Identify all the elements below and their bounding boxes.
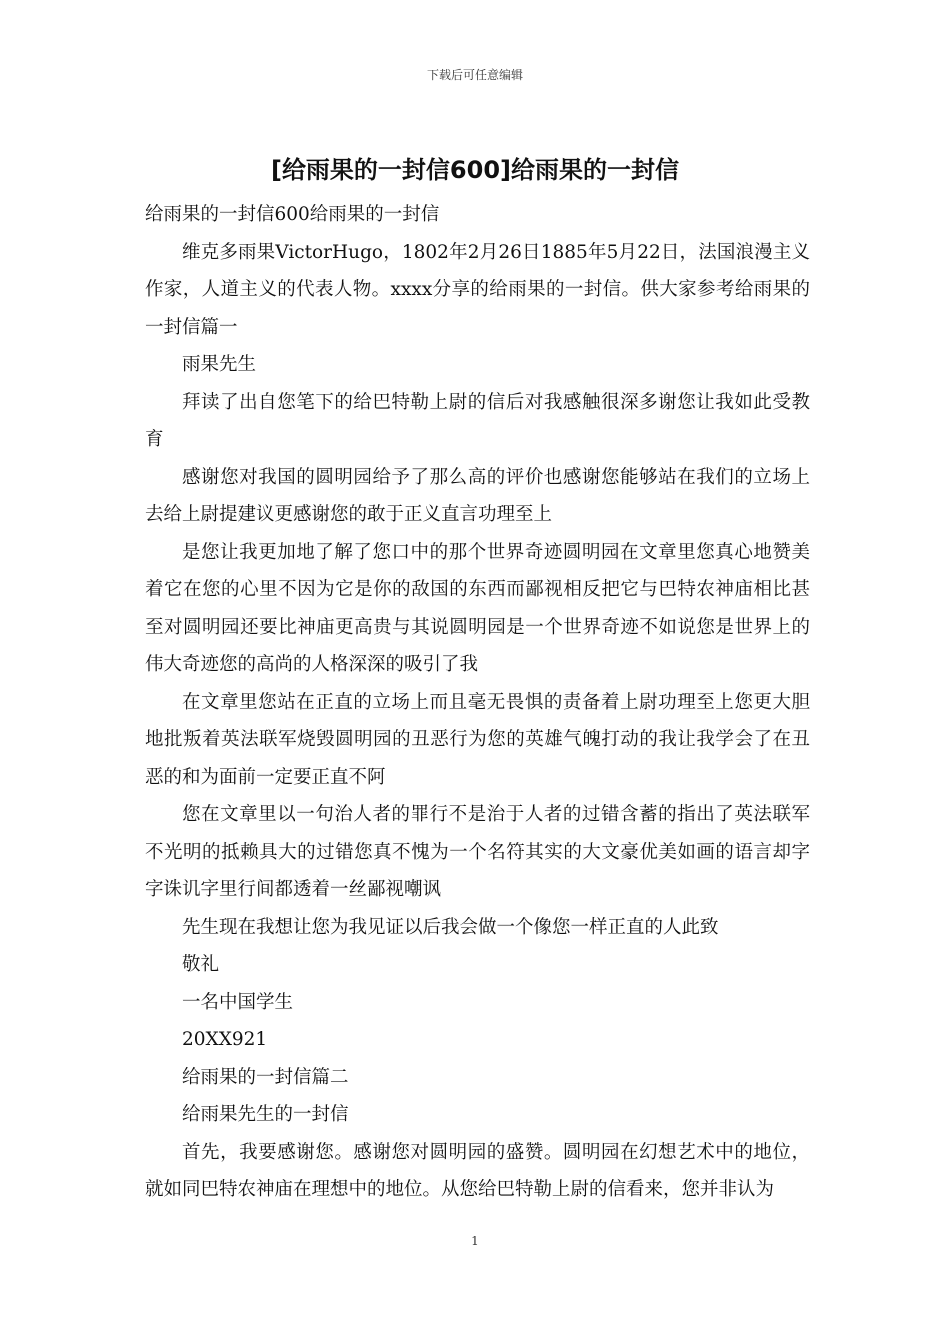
paragraph: 维克多雨果VictorHugo，1802年2月26日1885年5月22日，法国浪漫主义作家，人道主义的代表人物。xxxx分享的给雨果的一封信。供大家参考给雨果的一封信篇一 bbox=[145, 241, 810, 338]
page-number: 1 bbox=[471, 1234, 479, 1248]
paragraph: 敬礼 bbox=[182, 954, 220, 975]
header-note: 下载后可任意编辑 bbox=[426, 68, 523, 82]
paragraph: 雨果先生 bbox=[182, 354, 257, 375]
paragraph: 首先，我要感谢您。感谢您对圆明园的盛赞。圆明园在幻想艺术中的地位，就如同巴特农神庙在理想中的地位。从您给巴特勒上尉的信看来，您并非认为 bbox=[145, 1141, 810, 1200]
paragraph: 给雨果的一封信篇二 bbox=[182, 1066, 349, 1088]
paragraph: 给雨果先生的一封信 bbox=[182, 1104, 349, 1125]
paragraph: 是您让我更加地了解了您口中的那个世界奇迹圆明园在文章里您真心地赞美着它在您的心里不因为它是你的敌国的东西而鄙视相反把它与巴特农神庙相比甚至对圆明园还要比神庙更高贵与其说圆明园是一个世界奇迹不如说您是世界上的伟大奇迹您的高尚的人格深深的吸引了我 bbox=[145, 541, 810, 675]
document-body bbox=[145, 196, 810, 1209]
document-title: [给雨果的一封信600]给雨果的一封信 bbox=[270, 156, 680, 184]
paragraph: 先生现在我想让您为我见证以后我会做一个像您一样正直的人此致 bbox=[182, 916, 719, 938]
paragraph: 一名中国学生 bbox=[182, 991, 294, 1013]
paragraph: 给雨果的一封信600给雨果的一封信 bbox=[145, 204, 440, 225]
paragraph: 20XX921 bbox=[182, 1029, 268, 1050]
paragraph: 在文章里您站在正直的立场上而且毫无畏惧的责备着上尉功理至上您更大胆地批叛着英法联军烧毁圆明园的丑恶行为您的英雄气魄打动的我让我学会了在丑恶的和为面前一定要正直不阿 bbox=[145, 691, 810, 788]
paragraph: 您在文章里以一句治人者的罪行不是治于人者的过错含蓄的指出了英法联军不光明的抵赖具大的过错您真不愧为一个名符其实的大文豪优美如画的语言却字字诛讥字里行间都透着一丝鄙视嘲讽 bbox=[145, 804, 810, 900]
paragraph: 拜读了出自您笔下的给巴特勒上尉的信后对我感触很深多谢您让我如此受教育 bbox=[145, 391, 810, 450]
paragraph: 感谢您对我国的圆明园给予了那么高的评价也感谢您能够站在我们的立场上去给上尉提建议更感谢您的敢于正义直言功理至上 bbox=[145, 466, 810, 525]
